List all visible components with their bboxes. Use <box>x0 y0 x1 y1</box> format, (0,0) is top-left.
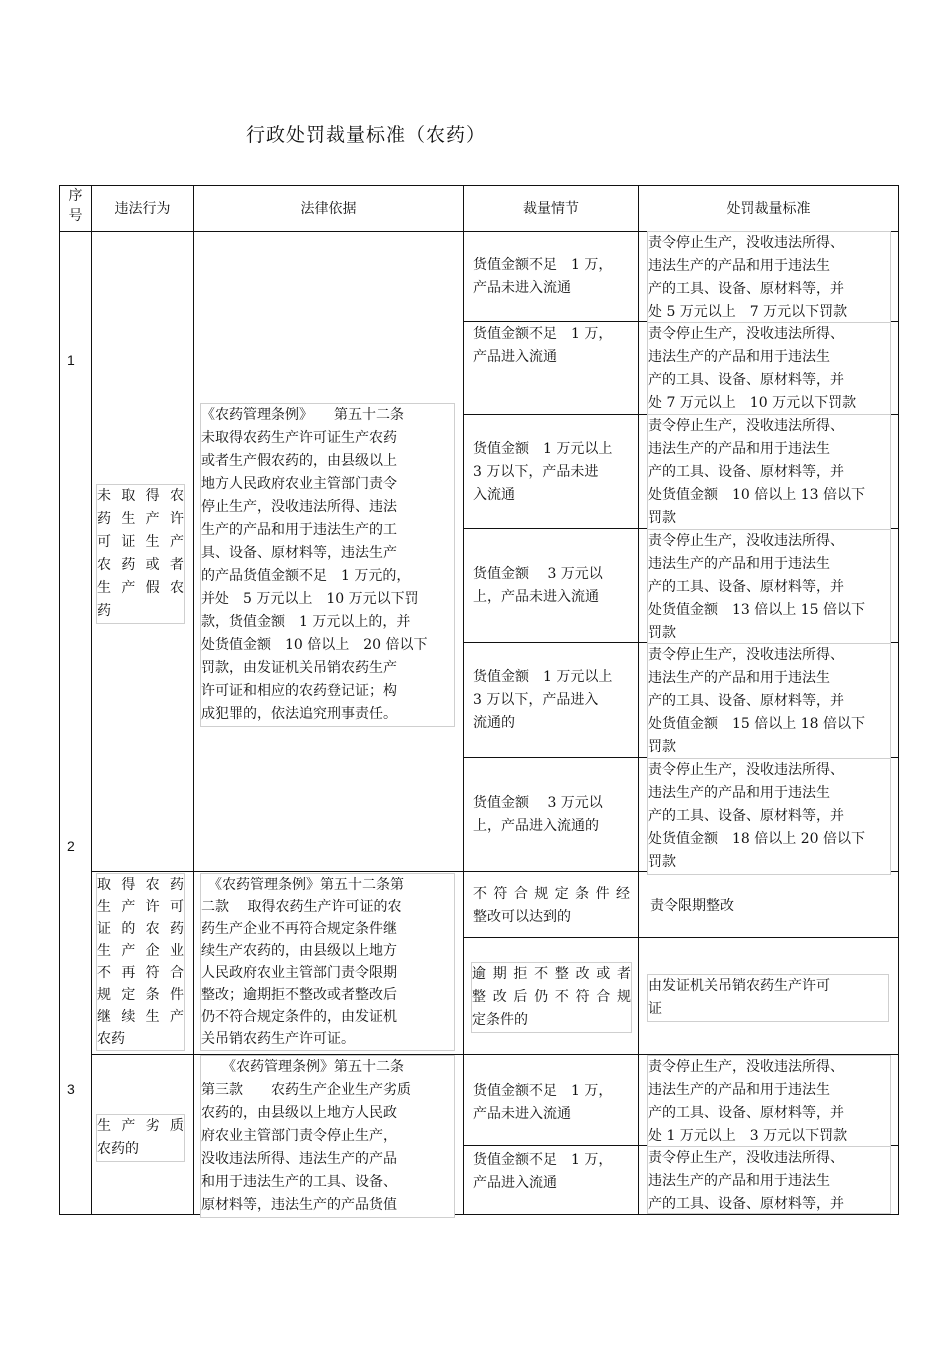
standard-line: 处 1 万元以上 3 万元以下罚款 <box>648 1128 848 1144</box>
seq-number: 1 <box>67 352 75 368</box>
standard-line: 罚款 <box>648 510 676 526</box>
seq-number: 2 <box>67 838 75 854</box>
circumstance-line: 入流通 <box>473 487 515 503</box>
basis-line: 许可证和相应的农药登记证；构 <box>201 683 397 699</box>
violation-cell <box>96 484 185 624</box>
circumstance-cell <box>473 323 612 369</box>
standard-line: 证 <box>648 1001 662 1017</box>
violation-line: 规定条件 <box>97 987 184 1003</box>
standard-line: 处 5 万元以上 7 万元以下罚款 <box>648 304 848 320</box>
basis-line: 没收违法所得、违法生产的产品 <box>201 1151 397 1167</box>
violation-line: 生产假农 <box>97 580 184 596</box>
standard-line: 违法生产的产品和用于违法生 <box>648 1173 830 1189</box>
basis-line: 仍不符合规定条件的，由发证机 <box>201 1009 397 1025</box>
standard-cell <box>647 1055 891 1149</box>
row-divider <box>463 937 899 938</box>
header-seq-line: 号 <box>68 208 83 224</box>
violation-line: 未取得农 <box>97 488 184 504</box>
circumstance-cell <box>473 883 630 929</box>
standard-cell <box>647 758 891 875</box>
seq-number: 3 <box>67 1081 75 1097</box>
standard-line: 责令停止生产，没收违法所得、 <box>648 762 844 778</box>
basis-line: 二款 取得农药生产许可证的农 <box>201 899 402 915</box>
standard-line: 产的工具、设备、原材料等，并 <box>648 693 844 709</box>
basis-line: 罚款，由发证机关吊销农药生产 <box>201 660 397 676</box>
circumstance-line: 产品进入流通 <box>473 349 557 365</box>
basis-line: 《农药管理条例》 第五十二条 <box>201 407 404 423</box>
standard-cell <box>647 414 891 531</box>
violation-line: 生产许可 <box>97 899 184 915</box>
circumstance-cell <box>473 1080 612 1126</box>
standard-line: 责令停止生产，没收违法所得、 <box>648 1150 844 1166</box>
circumstance-line: 货值金额 1 万元以上 <box>473 669 613 685</box>
basis-line: 府农业主管部门责令停止生产， <box>201 1128 397 1144</box>
standard-line: 责令停止生产，没收违法所得、 <box>648 418 844 434</box>
basis-line: 成犯罪的，依法追究刑事责任。 <box>201 706 397 722</box>
basis-line: 关吊销农药生产许可证。 <box>201 1031 355 1047</box>
violation-line: 药 <box>97 603 111 619</box>
standard-line: 罚款 <box>648 739 676 755</box>
standard-line: 产的工具、设备、原材料等，并 <box>648 464 844 480</box>
circumstance-line: 3 万以下，产品进入 <box>473 692 599 708</box>
basis-line: 的产品货值金额不足 1 万元的， <box>201 568 411 584</box>
violation-line: 药生产许 <box>97 511 184 527</box>
legal-basis-cell <box>200 873 455 1051</box>
header-standard: 处罚裁量标准 <box>726 201 811 217</box>
standard-line: 违法生产的产品和用于违法生 <box>648 785 830 801</box>
standard-line: 产的工具、设备、原材料等，并 <box>648 1196 844 1212</box>
standard-line: 处货值金额 15 倍以上 18 倍以下 <box>648 716 865 732</box>
violation-line: 可证生产 <box>97 534 184 550</box>
circumstance-line: 定条件的 <box>472 1012 528 1028</box>
circumstance-line: 产品未进入流通 <box>473 280 571 296</box>
standard-line: 责令限期整改 <box>650 898 734 914</box>
violation-cell <box>96 873 185 1051</box>
standard-line: 违法生产的产品和用于违法生 <box>648 349 830 365</box>
violation-line: 取得农药 <box>97 877 184 893</box>
standard-cell <box>647 529 891 646</box>
standard-line: 处货值金额 18 倍以上 20 倍以下 <box>648 831 865 847</box>
standard-line: 责令停止生产，没收违法所得、 <box>648 1059 844 1075</box>
basis-line: 整改；逾期拒不整改或者整改后 <box>201 987 397 1003</box>
circumstance-line: 逾期拒不整改或者 <box>472 966 631 982</box>
violation-cell <box>96 1114 185 1162</box>
standard-cell <box>647 231 891 325</box>
basis-line: 药生产企业不再符合规定条件继 <box>201 921 397 937</box>
standard-line: 违法生产的产品和用于违法生 <box>648 441 830 457</box>
standard-line: 由发证机关吊销农药生产许可 <box>648 978 830 994</box>
circumstance-cell <box>473 1149 612 1195</box>
standard-line: 产的工具、设备、原材料等，并 <box>648 579 844 595</box>
violation-line: 证的农药 <box>97 921 184 937</box>
circumstance-line: 上，产品进入流通的 <box>473 818 599 834</box>
standard-line: 处货值金额 13 倍以上 15 倍以下 <box>648 602 865 618</box>
header-violation: 违法行为 <box>114 201 171 217</box>
basis-line: 生产的产品和用于违法生产的工 <box>201 522 397 538</box>
circumstance-cell <box>473 438 612 507</box>
violation-line: 农药的 <box>97 1141 139 1157</box>
standard-line: 产的工具、设备、原材料等，并 <box>648 808 844 824</box>
standard-line: 处货值金额 10 倍以上 13 倍以下 <box>648 487 865 503</box>
circumstance-line: 上，产品未进入流通 <box>473 589 599 605</box>
circumstance-line: 整改后仍不符合规 <box>472 989 631 1005</box>
violation-line: 农药 <box>97 1031 125 1047</box>
header-legal-basis: 法律依据 <box>300 201 357 217</box>
violation-line: 农药或者 <box>97 557 184 573</box>
circumstance-line: 产品未进入流通 <box>473 1106 571 1122</box>
circumstance-line: 3 万以下，产品未进 <box>473 464 599 480</box>
standard-line: 产的工具、设备、原材料等，并 <box>648 281 844 297</box>
basis-line: 人民政府农业主管部门责令限期 <box>201 965 397 981</box>
column-divider <box>463 185 464 1215</box>
circumstance-line: 货值金额 1 万元以上 <box>473 441 613 457</box>
basis-line: 地方人民政府农业主管部门责令 <box>201 476 397 492</box>
circumstance-line: 货值金额不足 1 万， <box>473 1152 613 1168</box>
violation-line: 继续生产 <box>97 1009 184 1025</box>
circumstance-cell <box>473 254 612 300</box>
standard-line: 产的工具、设备、原材料等，并 <box>648 372 844 388</box>
circumstance-line: 流通的 <box>473 715 515 731</box>
header-seq <box>60 186 91 226</box>
circumstance-line: 货值金额 3 万元以 <box>473 566 603 582</box>
standard-cell <box>650 895 734 918</box>
circumstance-cell <box>473 666 612 735</box>
basis-line: 未取得农药生产许可证生产农药 <box>201 430 397 446</box>
legal-basis-cell <box>200 403 455 727</box>
standard-line: 罚款 <box>648 854 676 870</box>
basis-line: 续生产农药的，由县级以上地方 <box>201 943 397 959</box>
circumstance-line: 货值金额不足 1 万， <box>473 257 613 273</box>
violation-line: 不再符合 <box>97 965 184 981</box>
basis-line: 款，货值金额 1 万元以上的，并 <box>201 614 411 630</box>
header-seq-line: 序 <box>68 188 83 204</box>
table-top-border <box>59 185 899 186</box>
table-left-border <box>59 185 60 1215</box>
standard-line: 违法生产的产品和用于违法生 <box>648 1082 830 1098</box>
standard-line: 违法生产的产品和用于违法生 <box>648 556 830 572</box>
standard-line: 责令停止生产，没收违法所得、 <box>648 647 844 663</box>
basis-line: 《农药管理条例》第五十二条 <box>201 1059 404 1075</box>
circumstance-line: 不符合规定条件经 <box>473 886 630 902</box>
basis-line: 并处 5 万元以上 10 万元以下罚 <box>201 591 419 607</box>
basis-line: 或者生产假农药的，由县级以上 <box>201 453 397 469</box>
circumstance-line: 整改可以达到的 <box>473 909 571 925</box>
column-divider <box>193 185 194 1215</box>
column-divider <box>638 185 639 1215</box>
basis-line: 处货值金额 10 倍以上 20 倍以下 <box>201 637 428 653</box>
basis-line: 《农药管理条例》第五十二条第 <box>201 877 404 893</box>
standard-line: 责令停止生产，没收违法所得、 <box>648 326 844 342</box>
standard-line: 产的工具、设备、原材料等，并 <box>648 1105 844 1121</box>
basis-line: 原材料等，违法生产的产品货值 <box>201 1197 397 1213</box>
column-divider <box>91 185 92 1215</box>
table-right-border <box>898 185 899 1215</box>
circumstance-cell <box>473 563 603 609</box>
basis-line: 和用于违法生产的工具、设备、 <box>201 1174 397 1190</box>
basis-line: 具、设备、原材料等，违法生产 <box>201 545 397 561</box>
circumstance-cell <box>471 962 632 1033</box>
circumstance-line: 货值金额不足 1 万， <box>473 1083 613 1099</box>
circumstance-line: 货值金额不足 1 万， <box>473 326 613 342</box>
table-bottom-border <box>59 1214 899 1215</box>
page-title: 行政处罚裁量标准（农药） <box>246 124 487 146</box>
circumstance-cell <box>473 792 603 838</box>
standard-cell <box>647 1146 891 1214</box>
circumstance-line: 货值金额 3 万元以 <box>473 795 603 811</box>
basis-line: 第三款 农药生产企业生产劣质 <box>201 1082 411 1098</box>
legal-basis-cell <box>200 1055 455 1218</box>
standard-line: 违法生产的产品和用于违法生 <box>648 258 830 274</box>
violation-line: 生产企业 <box>97 943 184 959</box>
standard-line: 违法生产的产品和用于违法生 <box>648 670 830 686</box>
circumstance-line: 产品进入流通 <box>473 1175 557 1191</box>
standard-cell <box>647 643 891 760</box>
standard-line: 处 7 万元以上 10 万元以下罚款 <box>648 395 857 411</box>
standard-cell <box>647 974 889 1022</box>
basis-line: 农药的，由县级以上地方人民政 <box>201 1105 397 1121</box>
standard-line: 责令停止生产，没收违法所得、 <box>648 235 844 251</box>
violation-line: 生产劣质 <box>97 1118 184 1134</box>
basis-line: 停止生产，没收违法所得、违法 <box>201 499 397 515</box>
header-circumstance: 裁量情节 <box>523 201 579 217</box>
standard-line: 罚款 <box>648 625 676 641</box>
standard-cell <box>647 322 891 416</box>
standard-line: 责令停止生产，没收违法所得、 <box>648 533 844 549</box>
